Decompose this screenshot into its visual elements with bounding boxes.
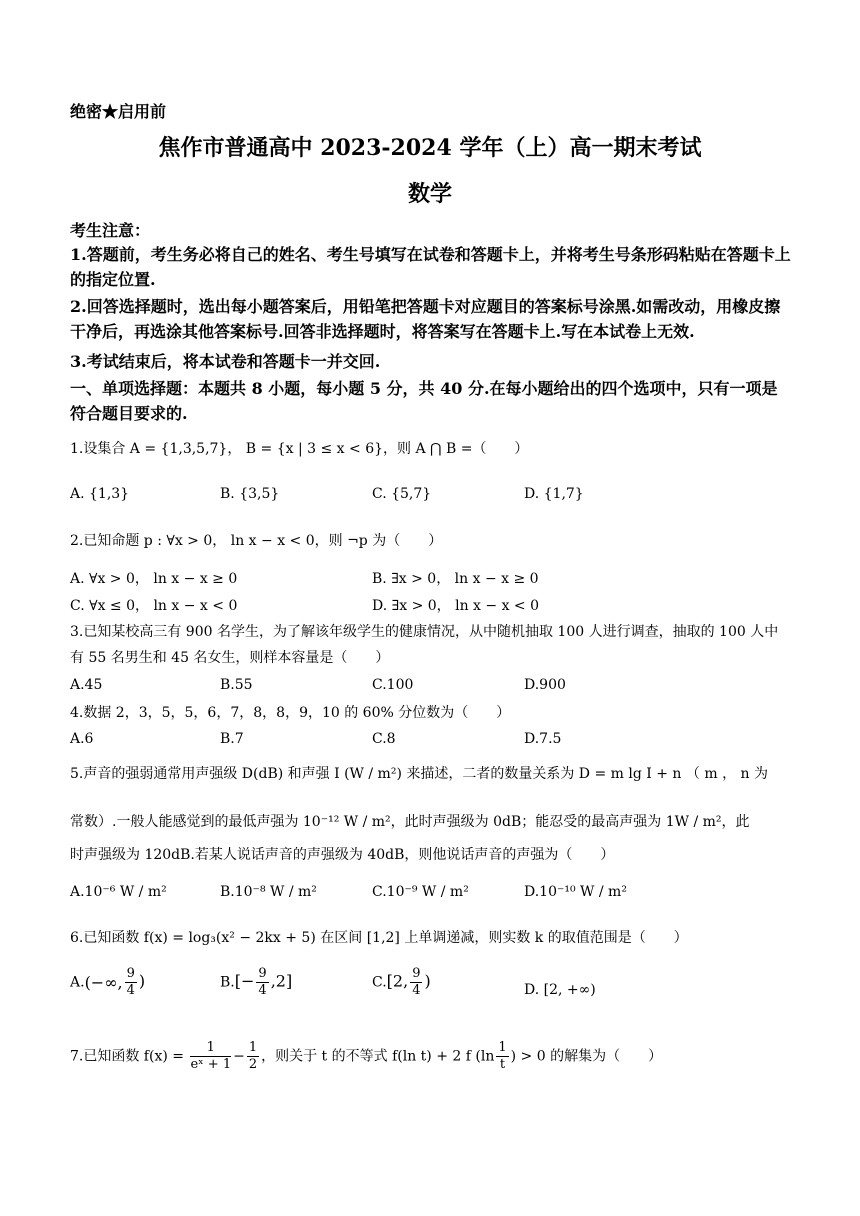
question-6-option-c xyxy=(372,966,431,999)
fraction-denominator: t xyxy=(499,1057,506,1072)
subject-title: 数学 xyxy=(407,181,452,207)
interval-right: ,2] xyxy=(270,971,293,991)
fraction-denominator: 4 xyxy=(126,983,135,998)
question-6-stem: 6.已知函数 f(x) = log₃(x² − 2kx + 5) 在区间 [1,2] 上单调递减，则实数 k 的取值范围是（ ） xyxy=(70,930,688,946)
question-7-middle: ，则关于 t 的不等式 f(ln t) + 2 f (ln xyxy=(261,1048,495,1065)
question-2-option-b: B. ∃x > 0， ln x − x ≥ 0 xyxy=(372,571,539,587)
question-5-line-3: 时声强级为 120dB.若某人说话声音的声强级为 40dB，则他说话声音的声强为（ ） xyxy=(70,847,615,863)
fraction-numerator: 9 xyxy=(126,966,135,981)
fraction xyxy=(496,1040,508,1073)
question-2-stem: 2.已知命题 p : ∀x > 0， ln x − x < 0，则 ¬p 为（ ） xyxy=(70,533,443,549)
section-heading: 一、单项选择题：本题共 8 小题，每小题 5 分，共 40 分.在每小题给出的四个选项中，只有一项是符合题目要求的. xyxy=(70,379,778,423)
fraction xyxy=(247,1040,259,1073)
question-3-option-a: A.45 xyxy=(70,677,103,693)
fraction-numerator: 1 xyxy=(498,1040,507,1055)
option-prefix: C. xyxy=(372,974,387,991)
question-3-stem: 3.已知某校高三有 900 名学生，为了解该年级学生的健康情况，从中随机抽取 100 人进行调查，抽取的 100 人中有 55 名男生和 45 名女生，则样本容量是（ ） xyxy=(70,624,779,666)
question-1-option-b: B. {3,5} xyxy=(220,486,280,502)
fraction-numerator: 1 xyxy=(190,1040,231,1057)
notice-item-3: 3.考试结束后，将本试卷和答题卡一并交回. xyxy=(70,352,381,371)
question-3-option-c: C.100 xyxy=(372,677,414,693)
notice-item-1: 1.答题前，考生务必将自己的姓名、考生号填写在试卷和答题卡上，并将考生号条形码粘贴在答题卡上的指定位置. xyxy=(70,245,791,289)
fraction xyxy=(256,966,268,999)
question-5-option-b: B.10⁻⁸ W / m² xyxy=(220,884,317,900)
fraction-denominator: eˣ + 1 xyxy=(190,1057,232,1072)
question-5-line-1: 5.声音的强弱通常用声强级 D(dB) 和声强 I (W / m²) 来描述，二者的数量关系为 D = m lg I + n （ m ， n 为 xyxy=(70,766,768,782)
fraction xyxy=(125,966,137,999)
question-4-option-d: D.7.5 xyxy=(524,731,562,747)
fraction-numerator: 1 xyxy=(248,1040,258,1055)
question-6-option-b xyxy=(220,966,292,999)
interval-right: ) xyxy=(138,971,146,991)
question-4-stem: 4.数据 2，3，5，5，6，7，8，8，9，10 的 60% 分位数为（ ） xyxy=(70,705,511,721)
question-1-option-a: A. {1,3} xyxy=(70,486,130,502)
question-2-option-c: C. ∀x ≤ 0， ln x − x < 0 xyxy=(70,598,238,614)
question-4-option-b: B.7 xyxy=(220,731,244,747)
question-1-option-c: C. {5,7} xyxy=(372,486,432,502)
fraction-denominator: 4 xyxy=(412,983,421,998)
interval-left: [2, xyxy=(386,971,409,991)
notice-item-2: 2.回答选择题时，选出每小题答案后，用铅笔把答题卡对应题目的答案标号涂黑.如需改动，用橡皮擦干净后，再选涂其他答案标号.回答非选择题时，将答案写在答题卡上.写在本试卷上无效. xyxy=(70,297,781,341)
question-2-option-d: D. ∃x > 0， ln x − x < 0 xyxy=(372,598,540,614)
confidential-label: 绝密★启用前 xyxy=(70,102,167,121)
interval-left: (−∞, xyxy=(84,973,123,992)
interval-left: [− xyxy=(234,971,255,991)
question-7-prefix: 7.已知函数 f(x) = xyxy=(70,1048,189,1065)
notice-heading: 考生注意： xyxy=(70,221,151,240)
fraction-numerator: 9 xyxy=(258,966,267,981)
fraction xyxy=(190,1040,231,1073)
question-2-option-a: A. ∀x > 0， ln x − x ≥ 0 xyxy=(70,571,238,587)
question-5-option-d: D.10⁻¹⁰ W / m² xyxy=(524,884,627,900)
question-4-option-c: C.8 xyxy=(372,731,396,747)
option-prefix: A. xyxy=(70,974,85,991)
question-5-option-a: A.10⁻⁶ W / m² xyxy=(70,884,167,900)
fraction-denominator: 2 xyxy=(248,1057,258,1072)
question-4-option-a: A.6 xyxy=(70,731,94,747)
question-6-option-a xyxy=(70,966,145,999)
question-1-option-d: D. {1,7} xyxy=(524,486,584,502)
question-6-option-d: D. [2, +∞) xyxy=(524,982,596,998)
fraction-numerator: 9 xyxy=(412,966,421,981)
option-prefix: B. xyxy=(220,974,235,991)
question-5-option-c: C.10⁻⁹ W / m² xyxy=(372,884,469,900)
question-5-line-2: 常数）.一般人能感觉到的最低声强为 10⁻¹² W / m²，此时声强级为 0dB；能忍受的最高声强为 1W / m²，此 xyxy=(70,814,750,830)
exam-title: 焦作市普通高中 2023-2024 学年（上）高一期末考试 xyxy=(158,135,702,161)
fraction-denominator: 4 xyxy=(258,983,267,998)
fraction xyxy=(410,966,422,999)
question-1-stem: 1.设集合 A = {1,3,5,7}， B = {x | 3 ≤ x < 6}，则 A ⋂ B =（ ） xyxy=(70,441,529,457)
minus-sign: − xyxy=(233,1048,245,1065)
interval-right: ) xyxy=(424,971,431,991)
question-7-stem xyxy=(70,1040,662,1073)
question-7-suffix: ) > 0 的解集为（ ） xyxy=(510,1048,663,1065)
question-3-option-d: D.900 xyxy=(524,677,566,693)
question-3-option-b: B.55 xyxy=(220,677,253,693)
